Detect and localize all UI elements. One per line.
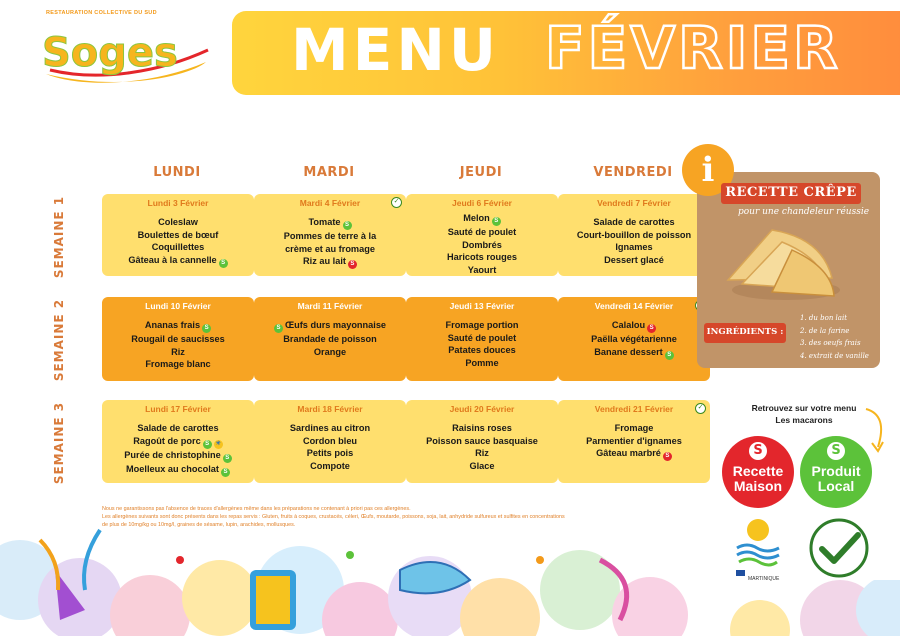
macarons-intro: Retrouvez sur votre menu Les macarons: [751, 403, 857, 425]
menu-item: Rougail de saucisses: [131, 334, 225, 344]
menu-item: Cordon bleu: [302, 435, 358, 446]
local-product-icon: S: [492, 217, 501, 226]
local-product-icon: S: [665, 351, 674, 360]
menu-card-w1-mardi: [254, 194, 406, 276]
card-date: Mardi 4 Février: [299, 198, 361, 208]
flag-icon: ☀: [215, 440, 221, 447]
card-date: Vendredi 14 Février: [594, 301, 674, 311]
menu-item: Parmentier d'ignames: [586, 435, 682, 446]
homemade-macaron: S Recette Maison: [722, 436, 794, 508]
menu-item: Riz au lait S: [254, 255, 406, 269]
ingredient-item: 1. du bon lait: [800, 314, 848, 322]
menu-item: Dessert glacé: [604, 254, 664, 265]
day-header-mardi: MARDI: [303, 165, 355, 180]
menu-item: Glace: [469, 460, 495, 471]
local-product-icon: S: [274, 324, 283, 333]
menu-card-w3-lundi: [102, 400, 254, 483]
menu-card-w1-jeudi: [406, 194, 558, 276]
menu-item: Salade de carottes: [137, 423, 219, 433]
logo-tagline: RESTAURATION COLLECTIVE DU SUD: [46, 10, 157, 16]
menu-item: Yaourt: [467, 264, 497, 275]
menu-item: Pomme: [465, 357, 499, 368]
local-product-macaron: S Produit Local: [800, 436, 872, 508]
menu-item: Ragoût de porc S ☀: [133, 435, 221, 447]
card-date: Mardi 11 Février: [297, 301, 363, 311]
menu-item: Ananas frais S: [102, 319, 254, 333]
local-product-icon: S: [221, 468, 230, 477]
corner-decoration: [590, 580, 900, 636]
menu-item: Gâteau à la cannelle S: [102, 254, 254, 268]
soges-logo: [40, 22, 215, 88]
menu-item: Paëlla végétarienne: [591, 334, 677, 344]
card-date: Lundi 10 Février: [145, 301, 211, 311]
crepe-image: [722, 220, 842, 302]
local-product-icon: S: [219, 259, 228, 268]
homemade-icon: S: [663, 452, 672, 461]
menu-item: Court-bouillon de poisson: [576, 229, 692, 240]
check-icon: ✓: [391, 197, 402, 208]
day-header-vendredi: VENDREDI: [593, 165, 673, 180]
menu-item: Moelleux au chocolat S: [102, 463, 254, 477]
menu-item: Pommes de terre à la: [283, 231, 377, 241]
menu-item: Fromage blanc: [145, 359, 211, 369]
menu-item: Ignames: [615, 242, 653, 252]
menu-item: Raisins roses: [452, 423, 512, 433]
title-menu: MENU: [291, 16, 500, 84]
local-product-icon: S: [343, 221, 352, 230]
menu-card-w2-mardi: [254, 297, 406, 381]
card-date: Mardi 18 Février: [297, 404, 363, 414]
menu-card-w1-vendredi: [558, 194, 710, 276]
menu-item: Riz: [475, 448, 489, 458]
card-date: Vendredi 7 Février: [597, 198, 671, 208]
menu-item: Sauté de poulet: [447, 332, 517, 343]
local-product-icon: S: [202, 324, 211, 333]
menu-card-w3-mardi: [254, 400, 406, 483]
card-date: Jeudi 6 Février: [451, 198, 512, 208]
menu-item: Petits pois: [306, 448, 354, 458]
menu-item: Tomate S: [254, 216, 406, 230]
ingredients-title: INGRÉDIENTS :: [706, 327, 784, 337]
week-label-3: SEMAINE 3: [52, 401, 66, 485]
menu-item: Fromage: [614, 423, 654, 433]
info-icon: i: [682, 144, 734, 196]
card-date: Jeudi 13 Février: [449, 301, 515, 311]
card-date: Jeudi 20 Février: [449, 404, 515, 414]
menu-item: Boulettes de bœuf: [137, 229, 219, 240]
menu-item: Sauté de poulet: [447, 227, 517, 237]
ingredient-item: 3. des oeufs frais: [800, 339, 861, 347]
recipe-title: RECETTE CRÊPE: [725, 185, 857, 200]
ingredient-item: 2. de la farine: [800, 326, 850, 335]
title-month: FÉVRIER: [545, 14, 841, 82]
menu-item: Melon S: [406, 212, 558, 226]
day-header-jeudi: JEUDI: [459, 165, 503, 180]
homemade-icon: S: [348, 260, 357, 269]
day-header-lundi: LUNDI: [153, 165, 201, 180]
recipe-subtitle: pour une chandeleur réussie: [738, 207, 870, 217]
menu-item: Fromage portion: [445, 320, 519, 330]
menu-item: Coquillettes: [151, 242, 205, 252]
menu-item: crème et au fromage: [285, 243, 375, 254]
ingredient-item: 4. extrait de vanille: [800, 351, 869, 360]
menu-card-w2-vendredi: [558, 297, 710, 381]
menu-item: Purée de christophine S: [102, 449, 254, 463]
menu-item: Banane dessert S: [558, 346, 710, 360]
menu-card-w2-jeudi: [406, 297, 558, 381]
menu-item: Compote: [310, 460, 350, 471]
menu-item: Orange: [313, 346, 347, 357]
week-label-1: SEMAINE 1: [52, 195, 66, 279]
martinique-label: MARTINIQUE: [748, 576, 780, 582]
svg-text:Soges: Soges: [42, 30, 178, 76]
week-label-2: SEMAINE 2: [52, 298, 66, 382]
card-date: Lundi 3 Février: [147, 198, 209, 208]
menu-item: Gâteau marbré S: [558, 447, 710, 461]
menu-item: Brandade de poisson: [283, 334, 377, 344]
menu-card-w3-vendredi: [558, 400, 710, 483]
curved-arrow-icon: [862, 405, 892, 455]
menu-item: S Œufs durs mayonnaise: [254, 319, 406, 333]
card-date: Vendredi 21 Février: [594, 404, 674, 414]
homemade-icon: S: [647, 324, 656, 333]
local-product-icon: S: [223, 454, 232, 463]
menu-item: Sardines au citron: [289, 423, 371, 433]
menu-item: Poisson sauce basquaise: [426, 435, 538, 446]
menu-item: Patates douces: [448, 345, 516, 355]
menu-item: Dombrés: [462, 239, 502, 250]
allergen-footnote: Nous ne garantissons pas l'absence de traces d'allergènes même dans les préparations ne contenant à priori pas ces allergènes. Les allergènes suivants sont donc présents dans les repas servis : Gluten, fruits à coques, crustacés, céleri, Œufs, moutarde, poissons, soja, lait, anhydride sulfureux et sulfites en concentrations de plus de 10mg/kg ou 10mg/l, graines de sésame, lupin, arachides, mollusques.: [102, 506, 565, 528]
menu-card-w3-jeudi: [406, 400, 558, 483]
check-icon: ✓: [695, 403, 706, 414]
card-date: Lundi 17 Février: [145, 404, 211, 414]
menu-item: Coleslaw: [158, 217, 198, 227]
local-product-icon: S: [203, 440, 212, 449]
menu-item: Calalou S: [558, 319, 710, 333]
ingredients-list: [800, 312, 869, 362]
menu-item: Salade de carottes: [593, 217, 675, 227]
s-logo-icon: S: [827, 442, 845, 460]
menu-item: Riz: [171, 346, 185, 357]
check-logo-icon: [808, 517, 870, 579]
s-logo-icon: S: [749, 442, 767, 460]
menu-item: Haricots rouges: [447, 252, 517, 262]
menu-card-w2-lundi: [102, 297, 254, 381]
menu-card-w1-lundi: [102, 194, 254, 276]
